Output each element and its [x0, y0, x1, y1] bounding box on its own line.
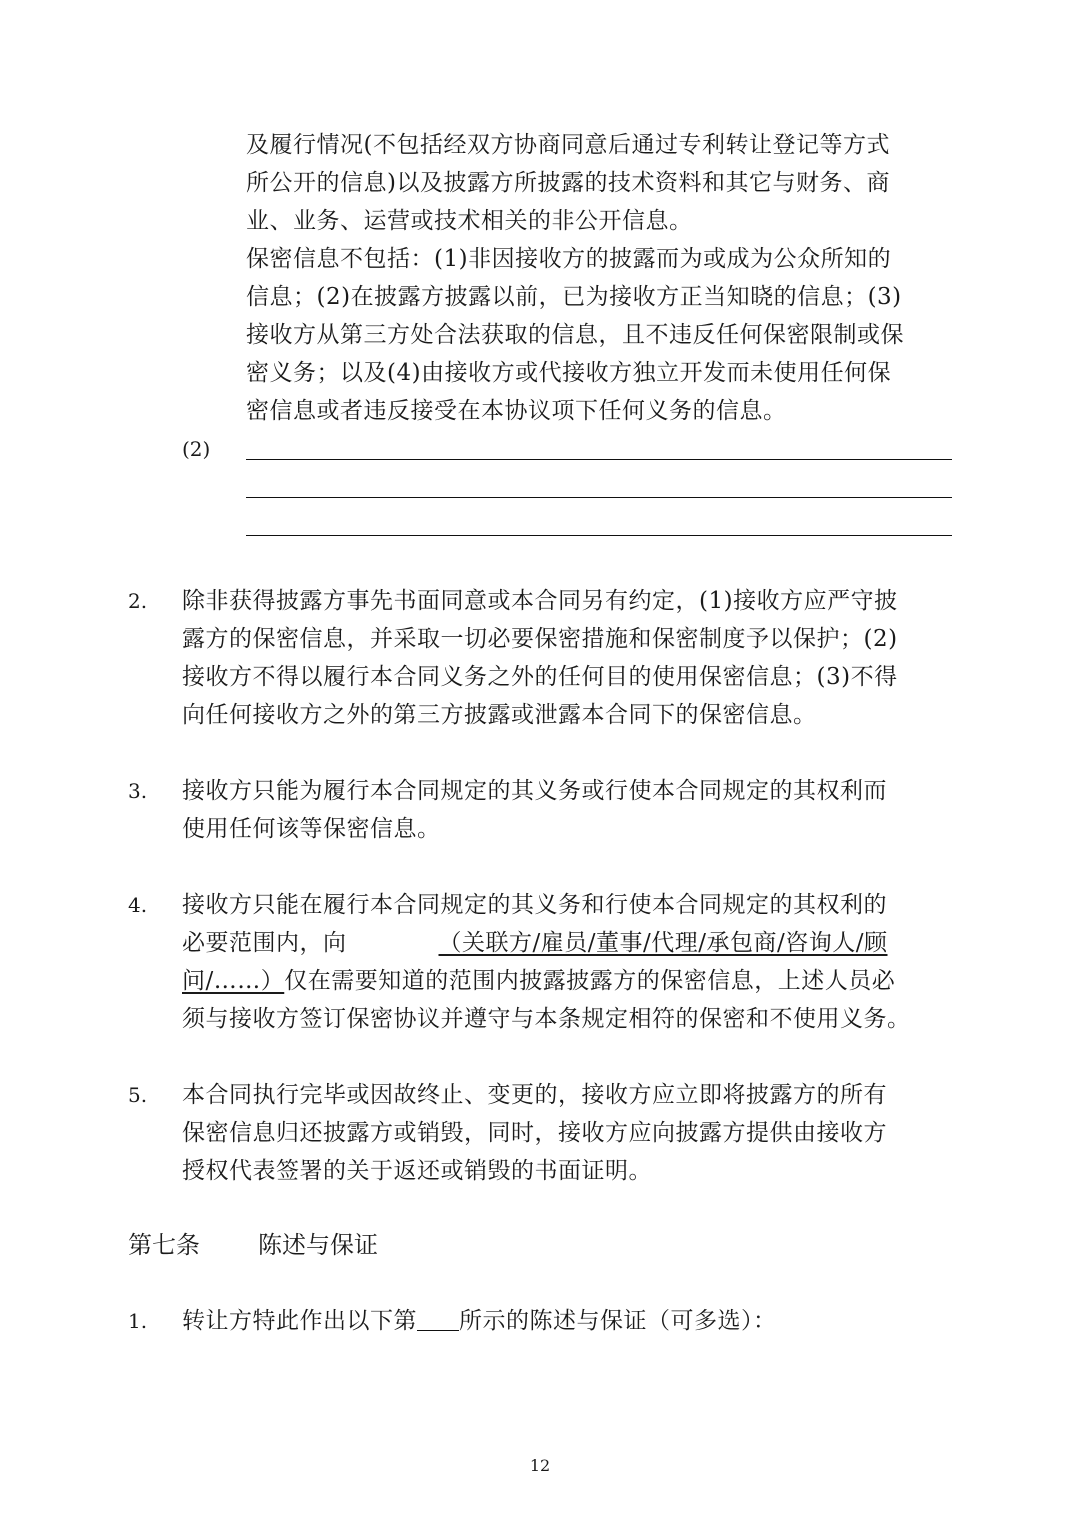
clause-2-line-3: 接收方不得以履行本合同义务之外的任何目的使用保密信息；(3)不得	[182, 664, 898, 690]
clause-3-line-2: 使用任何该等保密信息。	[182, 816, 441, 842]
continued-line-3: 业、业务、运营或技术相关的非公开信息。	[246, 208, 693, 234]
clause-number: 3.	[128, 779, 148, 803]
clause-2-line-4: 向任何接收方之外的第三方披露或泄露本合同下的保密信息。	[182, 702, 817, 728]
clause-4-line-2	[182, 928, 888, 958]
article-title: 陈述与保证	[258, 1231, 378, 1259]
article-item-1-prefix: 转让方特此作出以下第	[182, 1308, 417, 1334]
clause-4-line-1: 接收方只能在履行本合同规定的其义务和行使本合同规定的其权利的	[182, 892, 887, 918]
blank-fill-line-3[interactable]	[246, 535, 952, 536]
blank-fill-line-1[interactable]	[246, 459, 952, 460]
recipient-scope-blank[interactable]	[347, 930, 888, 956]
clause-4-line-4: 须与接收方签订保密协议并遵守与本条规定相符的保密和不使用义务。	[182, 1006, 911, 1032]
clause-number: 5.	[128, 1083, 148, 1107]
clause-5-line-3: 授权代表签署的关于返还或销毁的书面证明。	[182, 1158, 652, 1184]
continued-line-5: 信息；(2)在披露方披露以前，已为接收方正当知晓的信息；(3)	[246, 284, 902, 310]
continued-line-2: 所公开的信息)以及披露方所披露的技术资料和其它与财务、商	[246, 170, 890, 196]
clause-4-line-3	[182, 966, 895, 996]
recipient-scope-options-cont: 问/……）	[182, 968, 285, 994]
recipient-scope-options: （关联方/雇员/董事/代理/承包商/咨询人/顾	[438, 930, 888, 956]
page-number: 12	[529, 1456, 551, 1475]
clause-4-line-3-rest: 仅在需要知道的范围内披露披露方的保密信息，上述人员必	[284, 968, 896, 994]
article-number: 第七条	[128, 1231, 200, 1259]
article-item-1-line	[182, 1306, 777, 1336]
blank-fill-line-2[interactable]	[246, 497, 952, 498]
clause-number: 2.	[128, 589, 148, 613]
continued-line-7: 密义务；以及(4)由接收方或代接收方独立开发而未使用任何保	[246, 360, 892, 386]
continued-line-1: 及履行情况(不包括经双方协商同意后通过专利转让登记等方式	[246, 132, 890, 158]
article-item-1-suffix: 所示的陈述与保证（可多选）：	[459, 1308, 777, 1334]
continued-line-4: 保密信息不包括：(1)非因接收方的披露而为或成为公众所知的	[246, 246, 892, 272]
clause-5-line-1: 本合同执行完毕或因故终止、变更的，接收方应立即将披露方的所有	[182, 1082, 887, 1108]
clause-number: 1.	[128, 1309, 148, 1333]
clause-5-line-2: 保密信息归还披露方或销毁，同时，接收方应向披露方提供由接收方	[182, 1120, 887, 1146]
clause-2-line-1: 除非获得披露方事先书面同意或本合同另有约定，(1)接收方应严守披	[182, 588, 898, 614]
sub-item-number: (2)	[182, 437, 211, 461]
blank-field[interactable]	[347, 931, 439, 953]
continued-line-8: 密信息或者违反接受在本协议项下任何义务的信息。	[246, 398, 787, 424]
continued-line-6: 接收方从第三方处合法获取的信息，且不违反任何保密限制或保	[246, 322, 904, 348]
clause-2-line-2: 露方的保密信息，并采取一切必要保密措施和保密制度予以保护；(2)	[182, 626, 898, 652]
clause-3-line-1: 接收方只能为履行本合同规定的其义务或行使本合同规定的其权利而	[182, 778, 887, 804]
clause-number: 4.	[128, 893, 148, 917]
selection-blank-field[interactable]	[417, 1308, 459, 1331]
clause-4-line-2-prefix: 必要范围内，向	[182, 930, 347, 956]
